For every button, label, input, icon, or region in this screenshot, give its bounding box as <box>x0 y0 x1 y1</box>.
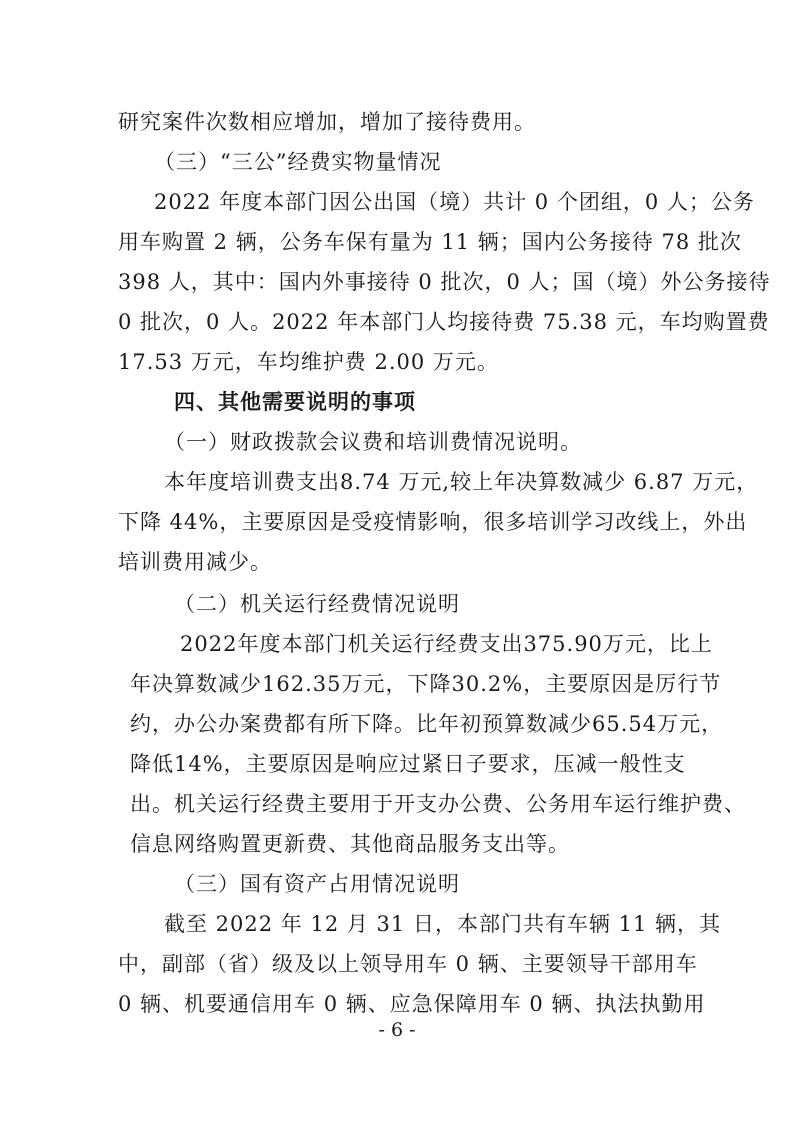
paragraph-line: 出。机关运行经费主要用于开支办公费、公务用车运行维护费、 <box>130 792 746 816</box>
chapter-heading-other-matters: 四、其他需要说明的事项 <box>174 389 416 414</box>
paragraph-line: 截至 2022 年 12 月 31 日，本部门共有车辆 11 辆，其 <box>164 912 722 936</box>
section-heading-three-public-quantities: （三）“三公”经费实物量情况 <box>154 150 442 174</box>
paragraph-line: 本年度培训费支出8.74 万元,较上年决算数减少 6.87 万元， <box>164 470 759 494</box>
paragraph-line: 用车购置 2 辆，公务车保有量为 11 辆；国内公务接待 78 批次 <box>118 230 742 254</box>
paragraph-line: 培训费用减少。 <box>118 550 272 574</box>
page-number: - 6 - <box>378 1019 416 1041</box>
paragraph-line: 2022年度本部门机关运行经费支出375.90万元，比上 <box>180 632 713 656</box>
paragraph-line: 年决算数减少162.35万元，下降30.2%，主要原因是厉行节 <box>130 672 722 696</box>
paragraph-line: 中，副部（省）级及以上领导用车 0 辆、主要领导干部用车 <box>118 952 698 976</box>
paragraph-line: 约，办公办案费都有所下降。比年初预算数减少65.54万元， <box>130 712 724 736</box>
paragraph-line: 降低14%，主要原因是响应过紧日子要求，压减一般性支 <box>130 752 686 776</box>
paragraph-line: 0 批次，0 人。2022 年本部门人均接待费 75.38 元，车均购置费 <box>118 310 770 334</box>
paragraph-line: 0 辆、机要通信用车 0 辆、应急保障用车 0 辆、执法执勤用 <box>118 992 706 1016</box>
paragraph-line: 17.53 万元，车均维护费 2.00 万元。 <box>118 350 499 374</box>
section-heading-operating-expenses: （二）机关运行经费情况说明 <box>174 592 460 616</box>
paragraph-line: 398 人，其中：国内外事接待 0 批次，0 人；国（境）外公务接待 <box>118 270 771 294</box>
section-heading-meeting-training-fees: （一）财政拨款会议费和培训费情况说明。 <box>164 430 582 454</box>
paragraph-line-continuation: 研究案件次数相应增加，增加了接待费用。 <box>118 110 536 134</box>
paragraph-line: 2022 年度本部门因公出国（境）共计 0 个团组，0 人；公务 <box>154 190 755 214</box>
paragraph-line: 信息网络购置更新费、其他商品服务支出等。 <box>130 832 570 856</box>
section-heading-state-assets: （三）国有资产占用情况说明 <box>174 872 460 896</box>
paragraph-line: 下降 44%，主要原因是受疫情影响，很多培训学习改线上，外出 <box>118 510 748 534</box>
